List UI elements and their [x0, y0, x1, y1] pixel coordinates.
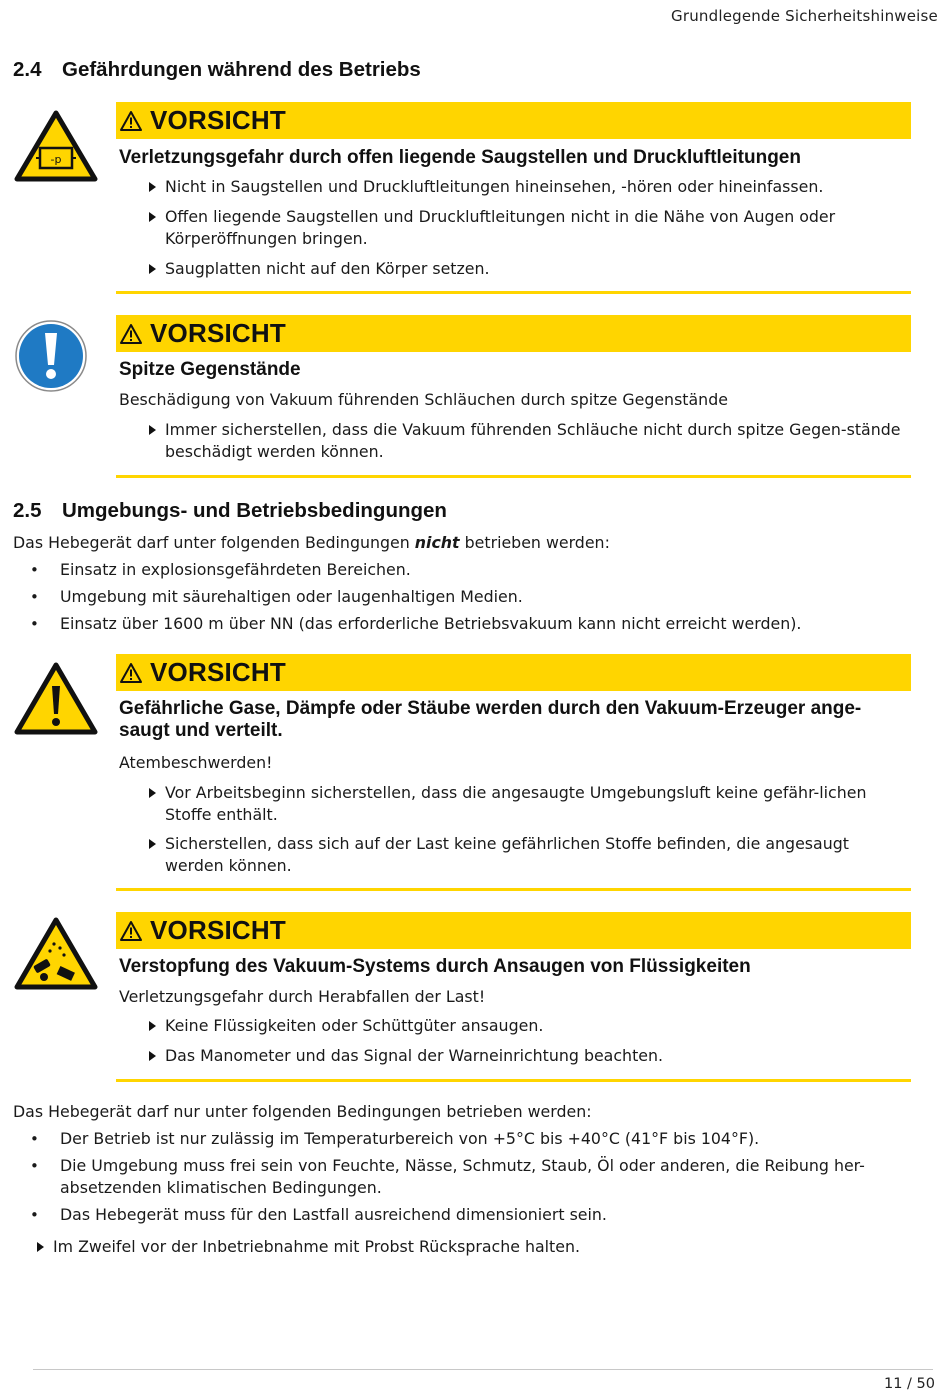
final-action-step: [36, 1236, 916, 1258]
action-step: Sicherstellen, dass sich auf der Last keine gefährlichen Stoffe befinden, die angesaugt werden können.: [148, 833, 903, 877]
allowed-conditions-list: [30, 1128, 910, 1226]
hazard-consequence: Verletzungsgefahr durch Herabfallen der Last!: [119, 987, 486, 1006]
hazard-heading: Verstopfung des Vakuum-Systems durch Ansaugen von Flüssigkeiten: [119, 956, 751, 977]
list-item: • Der Betrieb ist nur zulässig im Temperaturbereich von +5°C bis +40°C (41°F bis 104°F).: [30, 1129, 760, 1148]
signal-banner: [116, 912, 911, 949]
action-steps: [148, 1015, 903, 1067]
action-step: Keine Flüssigkeiten oder Schüttgüter ansaugen.: [148, 1015, 903, 1037]
general-warning-icon: [14, 662, 98, 736]
divider: [116, 475, 911, 478]
not-allowed-list: [30, 559, 930, 635]
hazard-consequence: Atembeschwerden!: [119, 753, 273, 772]
divider: [116, 1079, 911, 1082]
signal-word: VORSICHT: [150, 657, 286, 687]
conditions-intro: Das Hebegerät darf unter folgenden Bedingungen nicht betrieben werden:: [13, 533, 610, 552]
arrow-right-icon: [149, 182, 156, 192]
section-title: Gefährdungen während des Betriebs: [62, 58, 421, 81]
action-step: Nicht in Saugstellen und Druckluftleitungen hineinsehen, -hören oder hineinfassen.: [148, 176, 903, 198]
arrow-right-icon: [149, 839, 156, 849]
signal-banner: [116, 315, 911, 352]
section-heading-2-5: [13, 499, 447, 523]
hazard-heading: Verletzungsgefahr durch offen liegende Saugstellen und Druckluftleitungen: [119, 147, 801, 168]
warning-triangle-icon: [119, 662, 143, 684]
section-heading-2-4: [13, 58, 421, 82]
signal-word: VORSICHT: [150, 318, 286, 348]
list-item: • Umgebung mit säurehaltigen oder laugenhaltigen Medien.: [30, 587, 523, 606]
arrow-right-icon: [149, 425, 156, 435]
section-number: 2.4: [13, 58, 42, 81]
hazard-heading: Gefährliche Gase, Dämpfe oder Stäube werden durch den Vakuum-Erzeuger ange-saugt und verteilt.: [119, 698, 862, 741]
page-number: 11 / 50: [883, 1376, 935, 1392]
section-number: 2.5: [13, 499, 42, 522]
section-title: Umgebungs- und Betriebsbedingungen: [62, 499, 447, 522]
list-item: • Das Hebegerät muss für den Lastfall ausreichend dimensioniert sein.: [30, 1205, 607, 1224]
signal-banner: [116, 654, 911, 691]
hazard-heading: Spitze Gegenstände: [119, 359, 301, 380]
svg-text:-p: -p: [50, 153, 62, 166]
arrow-right-icon: [37, 1242, 44, 1252]
warning-triangle-icon: [119, 920, 143, 942]
list-item: • Die Umgebung muss frei sein von Feuchte, Nässe, Schmutz, Staub, Öl oder anderen, die Reibung her-absetzenden klimatischen Bedingungen.: [30, 1156, 865, 1197]
allowed-conditions-intro: Das Hebegerät darf nur unter folgenden Bedingungen betrieben werden:: [13, 1102, 592, 1121]
mandatory-exclamation-icon: [14, 319, 88, 393]
action-step: Saugplatten nicht auf den Körper setzen.: [148, 258, 903, 280]
arrow-right-icon: [149, 264, 156, 274]
signal-banner: [116, 102, 911, 139]
emphasis-not: nicht: [414, 533, 460, 552]
action-step: Vor Arbeitsbeginn sicherstellen, dass die angesaugte Umgebungsluft keine gefähr-lichen Stoffe enthält.: [148, 782, 903, 826]
arrow-right-icon: [149, 212, 156, 222]
signal-word: VORSICHT: [150, 915, 286, 945]
arrow-right-icon: [149, 1051, 156, 1061]
action-steps: [148, 782, 903, 877]
arrow-right-icon: [149, 1021, 156, 1031]
footer-divider: [33, 1369, 933, 1370]
action-steps: [148, 419, 903, 463]
warning-suction-point-icon: [14, 110, 98, 182]
running-header: Grundlegende Sicherheitshinweise: [671, 7, 938, 25]
falling-load-warning-icon: [14, 917, 98, 991]
list-item: • Einsatz über 1600 m über NN (das erforderliche Betriebsvakuum kann nicht erreicht werden).: [30, 614, 802, 633]
divider: [116, 291, 911, 294]
action-step: Offen liegende Saugstellen und Druckluftleitungen nicht in die Nähe von Augen oder Körperöffnungen bringen.: [148, 206, 903, 250]
action-step: Das Manometer und das Signal der Warneinrichtung beachten.: [148, 1045, 903, 1067]
hazard-consequence: Beschädigung von Vakuum führenden Schläuchen durch spitze Gegenstände: [119, 390, 728, 409]
warning-triangle-icon: [119, 110, 143, 132]
action-step: Im Zweifel vor der Inbetriebnahme mit Probst Rücksprache halten.: [36, 1236, 916, 1258]
signal-word: VORSICHT: [150, 105, 286, 135]
warning-triangle-icon: [119, 323, 143, 345]
list-item: • Einsatz in explosionsgefährdeten Bereichen.: [30, 560, 411, 579]
arrow-right-icon: [149, 788, 156, 798]
divider: [116, 888, 911, 891]
action-step: Immer sicherstellen, dass die Vakuum führenden Schläuche nicht durch spitze Gegen-stände beschädigt werden können.: [148, 419, 903, 463]
action-steps: [148, 176, 903, 280]
